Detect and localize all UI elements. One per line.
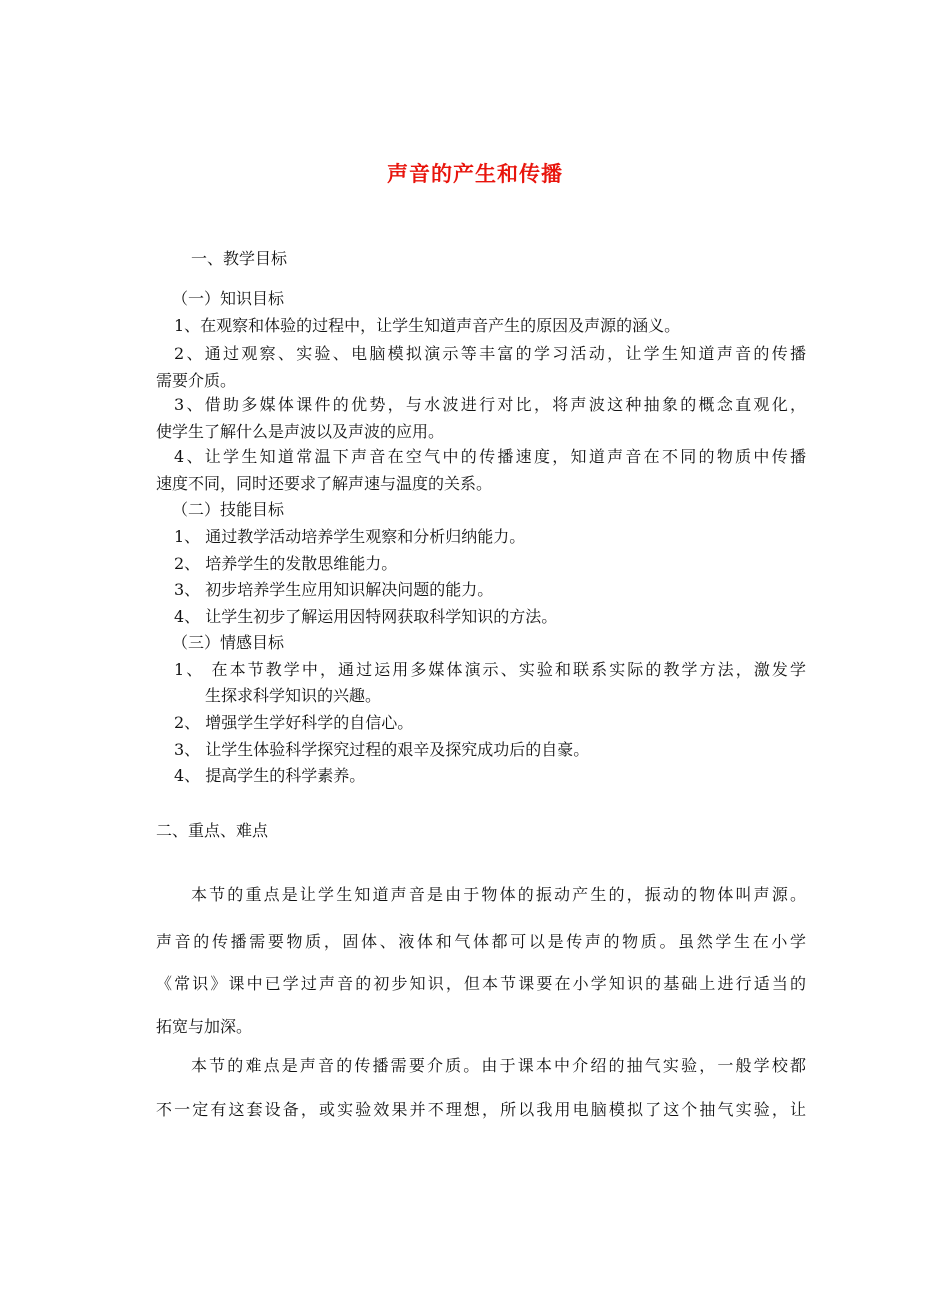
knowledge-item-1: 1、在观察和体验的过程中，让学生知道声音产生的原因及声源的涵义。 xyxy=(174,316,681,335)
key-points-paragraph-1-line-4: 拓宽与加深。 xyxy=(156,1017,253,1036)
emotion-item-1-line-2: 生探求科学知识的兴趣。 xyxy=(205,686,382,705)
knowledge-item-2-line-1: 2、通过观察、实验、电脑模拟演示等丰富的学习活动，让学生知道声音的传播 xyxy=(174,344,806,363)
key-points-paragraph-1-line-3: 《常识》课中已学过声音的初步知识，但本节课要在小学知识的基础上进行适当的 xyxy=(156,974,806,993)
emotion-item-3: 3、 让学生体验科学探究过程的艰辛及探究成功后的自豪。 xyxy=(174,740,590,759)
key-points-paragraph-2-line-1: 本节的难点是声音的传播需要介质。由于课本中介绍的抽气实验，一般学校都 xyxy=(191,1056,806,1075)
knowledge-item-3-line-2: 使学生了解什么是声波以及声波的应用。 xyxy=(156,422,445,441)
knowledge-item-2-line-2: 需要介质。 xyxy=(156,371,237,390)
skill-item-3: 3、 初步培养学生应用知识解决问题的能力。 xyxy=(174,580,494,599)
subheading-skill: （二）技能目标 xyxy=(172,500,285,519)
emotion-item-2: 2、 增强学生学好科学的自信心。 xyxy=(174,713,414,732)
subheading-emotion: （三）情感目标 xyxy=(172,633,285,652)
emotion-item-4: 4、 提高学生的科学素养。 xyxy=(174,766,366,785)
knowledge-item-4-line-2: 速度不同，同时还要求了解声速与温度的关系。 xyxy=(156,474,493,493)
section-heading-key-points: 二、重点、难点 xyxy=(156,821,269,840)
emotion-item-1-line-1: 1、 在本节教学中，通过运用多媒体演示、实验和联系实际的教学方法，激发学 xyxy=(174,660,806,679)
knowledge-item-3-line-1: 3、借助多媒体课件的优势，与水波进行对比，将声波这种抽象的概念直观化， xyxy=(174,395,806,414)
key-points-paragraph-1-line-1: 本节的重点是让学生知道声音是由于物体的振动产生的，振动的物体叫声源。 xyxy=(191,885,806,904)
document-title: 声音的产生和传播 xyxy=(387,161,563,186)
key-points-paragraph-2-line-2: 不一定有这套设备，或实验效果并不理想，所以我用电脑模拟了这个抽气实验，让 xyxy=(156,1100,806,1119)
subheading-knowledge: （一）知识目标 xyxy=(172,289,285,308)
key-points-paragraph-1-line-2: 声音的传播需要物质，固体、液体和气体都可以是传声的物质。虽然学生在小学 xyxy=(156,932,806,951)
skill-item-2: 2、 培养学生的发散思维能力。 xyxy=(174,554,398,573)
knowledge-item-4-line-1: 4、让学生知道常温下声音在空气中的传播速度，知道声音在不同的物质中传播 xyxy=(174,447,806,466)
skill-item-1: 1、 通过教学活动培养学生观察和分析归纳能力。 xyxy=(174,527,526,546)
skill-item-4: 4、 让学生初步了解运用因特网获取科学知识的方法。 xyxy=(174,607,558,626)
section-heading-objectives: 一、教学目标 xyxy=(191,249,288,268)
